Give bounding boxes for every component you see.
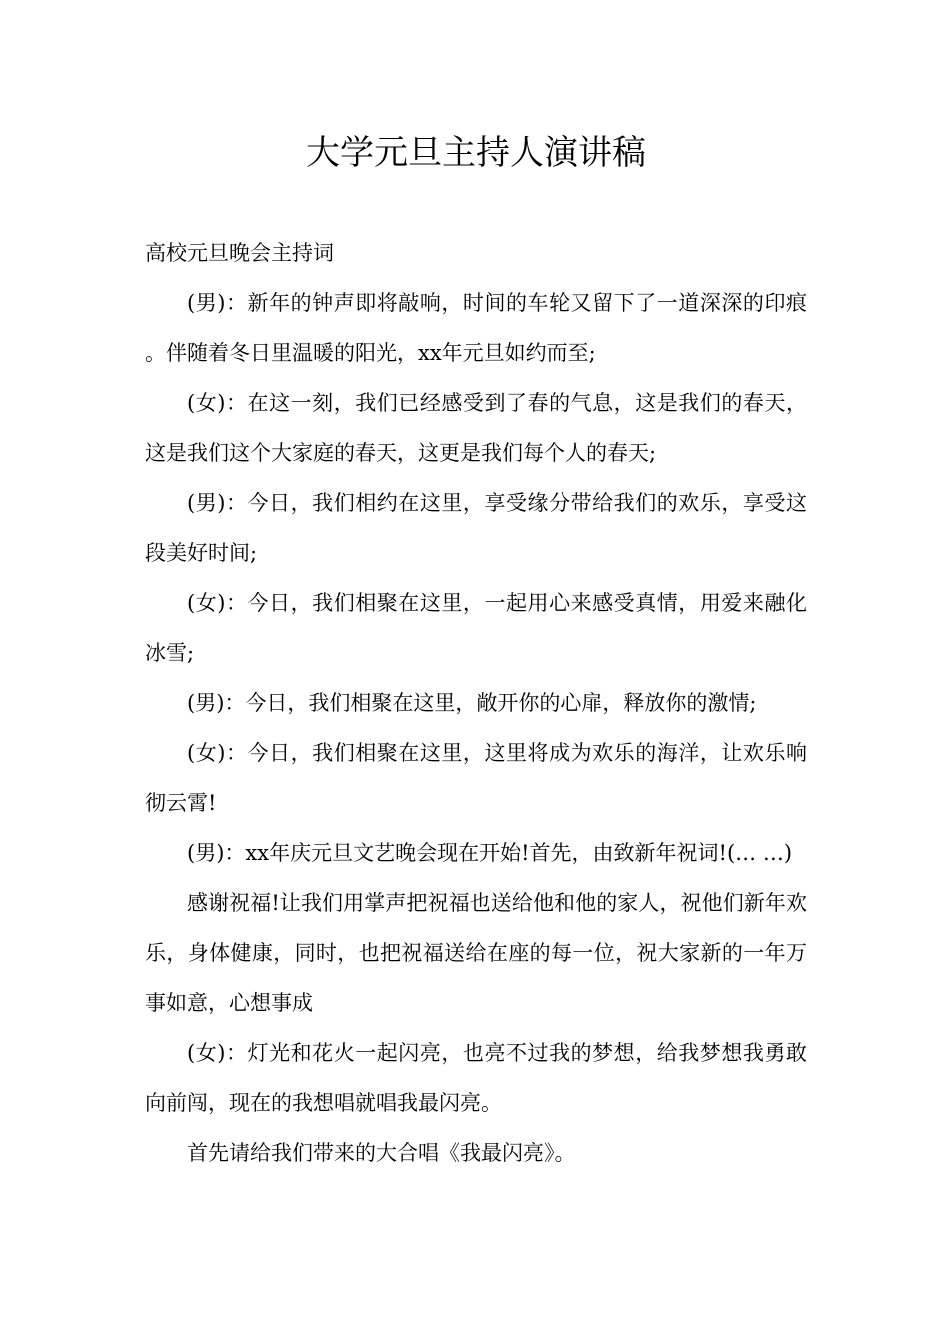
document-body [145,228,807,1178]
paragraph: (女)：灯光和花火一起闪亮，也亮不过我的梦想，给我梦想我勇敢向前闯，现在的我想唱就唱我最闪亮。 [145,1041,807,1115]
paragraph: (男)：xx年庆元旦文艺晚会现在开始!首先，由致新年祝词!(… …) [187,841,793,865]
paragraph: 首先请给我们带来的大合唱《我最闪亮》。 [187,1141,576,1165]
paragraph: (男)：新年的钟声即将敲响，时间的车轮又留下了一道深深的印痕。伴随着冬日里温暖的阳光，xx年元旦如约而至; [145,291,807,365]
paragraph-subtitle: 高校元旦晚会主持词 [145,241,334,265]
document-title: 大学元旦主持人演讲稿 [306,133,646,173]
paragraph: (女)：今日，我们相聚在这里，这里将成为欢乐的海洋，让欢乐响彻云霄! [145,741,807,815]
paragraph: (女)：今日，我们相聚在这里，一起用心来感受真情，用爱来融化冰雪; [145,591,807,665]
paragraph: (男)：今日，我们相约在这里，享受缘分带给我们的欢乐，享受这段美好时间; [145,491,807,565]
paragraph: 感谢祝福!让我们用掌声把祝福也送给他和他的家人，祝他们新年欢乐，身体健康，同时，也把祝福送给在座的每一位，祝大家新的一年万事如意，心想事成 [145,891,807,1015]
paragraph: (男)：今日，我们相聚在这里，敞开你的心扉，释放你的激情; [187,691,757,715]
paragraph: (女)：在这一刻，我们已经感受到了春的气息，这是我们的春天，这是我们这个大家庭的春天，这更是我们每个人的春天; [145,391,807,465]
